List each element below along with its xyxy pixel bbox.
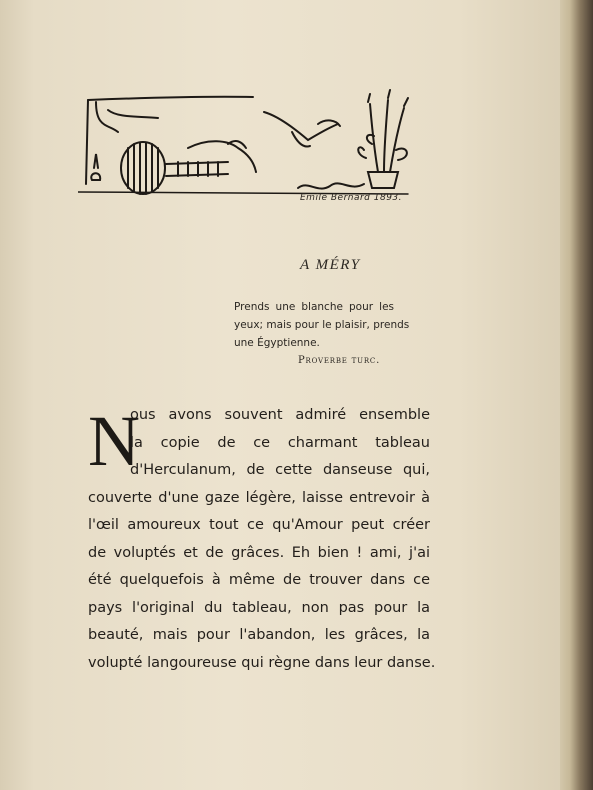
woodcut-vignette	[78, 88, 418, 210]
page-edge	[560, 0, 593, 790]
text-line: la copie de ce charmant tableau	[130, 434, 430, 451]
text-line: beauté, mais pour l'abandon, les grâces, la	[88, 627, 430, 643]
body-paragraph	[88, 401, 436, 677]
text-line: volupté langoureuse qui règne dans leur danse.	[88, 654, 436, 671]
text-line: couverte d'une gaze légère, laisse entrevoir à	[88, 489, 430, 506]
epigraph-attribution: Proverbe turc.	[298, 355, 381, 366]
dedication-title: A MÉRY	[300, 257, 361, 273]
text-line: pays l'original du tableau, non pas pour la	[88, 599, 430, 616]
drop-cap: N	[88, 401, 140, 481]
epigraph-line: yeux; mais pour le plaisir, prends	[234, 319, 410, 331]
epigraph-line: Prends une blanche pour les	[234, 301, 394, 313]
epigraph-line: une Égyptienne.	[234, 337, 320, 349]
text-line: de voluptés et de grâces. Eh bien ! ami, j'ai	[88, 544, 430, 561]
artist-signature: Emile Bernard 1893.	[300, 193, 403, 203]
text-line: d'Herculanum, de cette danseuse qui,	[130, 462, 430, 478]
text-line: été quelquefois à même de trouver dans ce	[88, 572, 430, 588]
epigraph	[234, 298, 410, 352]
text-line: l'œil amoureux tout ce qu'Amour peut créer	[88, 517, 430, 533]
text-line: ous avons souvent admiré ensemble	[130, 407, 430, 423]
